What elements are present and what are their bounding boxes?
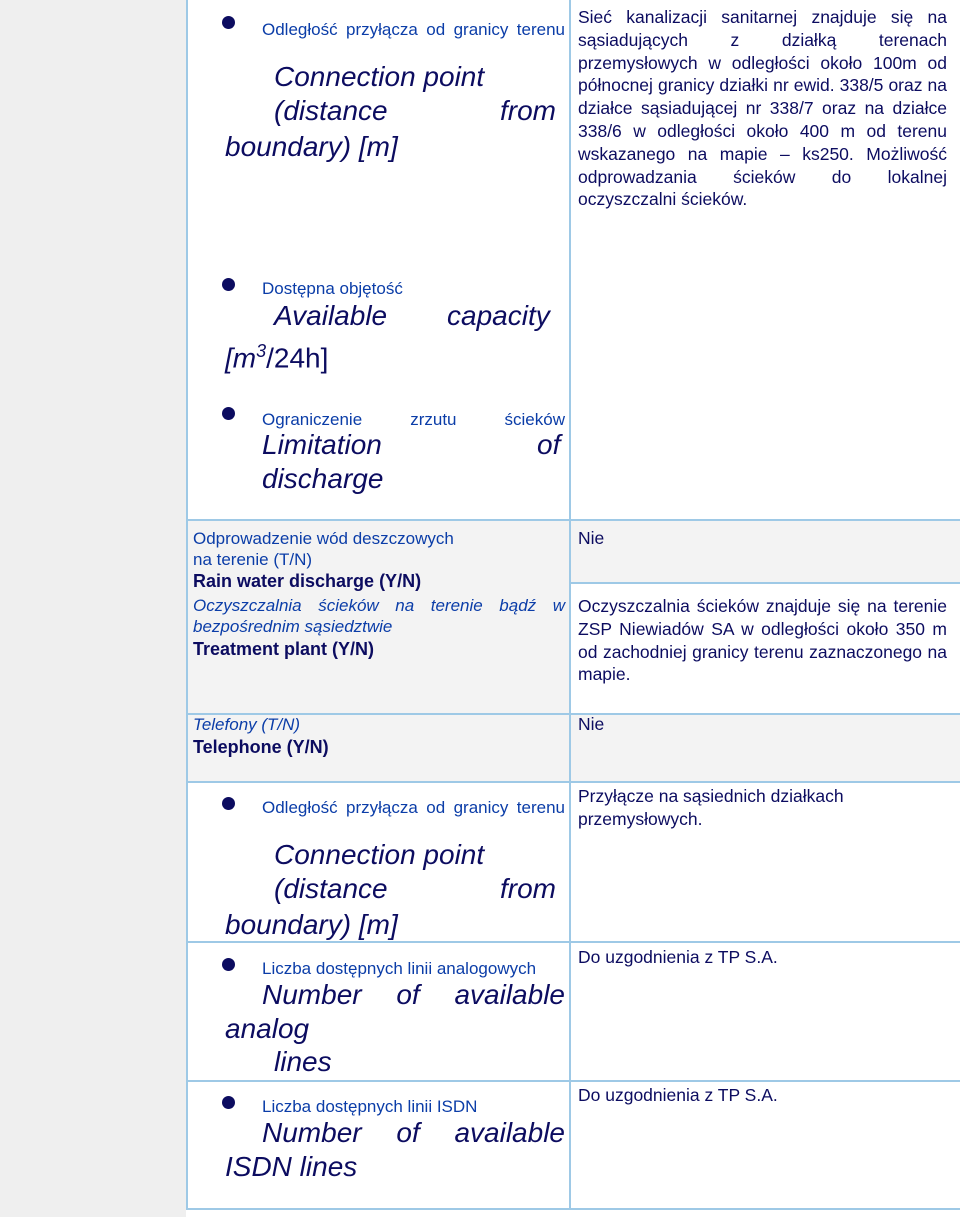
connection-point-2-label-en: from <box>500 873 556 904</box>
table-border-left <box>186 0 188 1210</box>
treatment-plant-label-en: Treatment plant (Y/N) <box>193 639 375 659</box>
available-capacity-label-en: Available <box>274 300 388 331</box>
connection-point-2-label-en: (distance <box>274 873 388 904</box>
isdn-lines-label-pl: Liczba dostępnych linii ISDN <box>262 1097 478 1116</box>
left-margin-column <box>0 0 186 1217</box>
row-divider <box>571 582 960 584</box>
isdn-lines-value: Do uzgodnienia z TP S.A. <box>578 1085 778 1105</box>
bullet-icon <box>222 16 235 29</box>
bullet-icon <box>222 407 235 420</box>
connection-point-label-en: (distance <box>274 95 388 126</box>
telephone-label-en: Telephone (Y/N) <box>193 737 329 757</box>
row-divider <box>186 1080 960 1082</box>
available-capacity-label-en: capacity <box>447 300 550 331</box>
bullet-icon <box>222 797 235 810</box>
isdn-lines-label-en: ISDN lines <box>225 1151 358 1182</box>
connection-point-2-label-en: Connection point <box>274 839 485 870</box>
limitation-label-en: Limitation <box>262 429 382 460</box>
analog-lines-label-en: analog <box>225 1013 310 1044</box>
rain-water-label-pl: na terenie (T/N) <box>193 550 313 569</box>
available-capacity-unit <box>225 334 328 375</box>
available-capacity-label-pl: Dostępna objętość <box>262 279 403 298</box>
row-divider <box>186 713 960 715</box>
row-divider <box>186 781 960 783</box>
analog-lines-label-en: lines <box>274 1046 332 1077</box>
unit-prefix: [m <box>225 342 257 374</box>
treatment-plant-label-pl: Oczyszczalnia ścieków na terenie bądź w bezpośrednim sąsiedztwie <box>193 596 565 636</box>
telephone-label-pl: Telefony (T/N) <box>193 715 301 734</box>
connection-point-label-en: from <box>500 95 556 126</box>
analog-lines-value: Do uzgodnienia z TP S.A. <box>578 947 778 967</box>
unit-superscript: 3 <box>256 341 267 361</box>
telephone-value: Nie <box>578 714 605 734</box>
limitation-label-pl: Ograniczenie zrzutu ścieków <box>262 410 565 429</box>
rain-water-label-pl: Odprowadzenie wód deszczowych <box>193 529 454 548</box>
unit-suffix: /24h] <box>266 342 329 374</box>
analog-lines-label-pl: Liczba dostępnych linii analogowych <box>262 959 537 978</box>
isdn-lines-label-en: Number of available <box>262 1117 565 1148</box>
limitation-label-en: discharge <box>262 463 384 494</box>
rain-water-value: Nie <box>578 528 605 548</box>
row-divider <box>186 519 960 521</box>
treatment-plant-value: Oczyszczalnia ścieków znajduje się na terenie ZSP Niewiadów SA w odległości około 350 m od zachodniej granicy terenu zaznaczonego na mapie. <box>578 596 947 685</box>
telephone-value-cell <box>571 715 960 781</box>
connection-point-value: Sieć kanalizacji sanitarnej znajduje się na sąsiadujących z działką terenach przemysłowych w odległości około 100m od północnej granicy działki nr ewid. 338/5 oraz na działce sąsiadującej nr 338/7 oraz na działce 338/6 w odległości około 400 m od terenu wskazanego na mapie – ks250. Możliwość odprowadzania ścieków do lokalnej oczyszczalni ścieków. <box>578 7 947 210</box>
table-border-bottom <box>186 1208 960 1210</box>
connection-point-2-value: Przyłącze na sąsiednich działkach przemysłowych. <box>578 786 844 829</box>
connection-point-label-en: Connection point <box>274 61 485 92</box>
limitation-label-en: of <box>537 429 561 460</box>
rain-water-value-cell <box>571 521 960 582</box>
rain-water-label-en: Rain water discharge (Y/N) <box>193 571 422 591</box>
connection-point-label-pl: Odległość przyłącza od granicy terenu <box>262 20 565 39</box>
connection-point-2-label-en: boundary) [m] <box>225 909 398 940</box>
connection-point-2-label-pl: Odległość przyłącza od granicy terenu <box>262 798 565 817</box>
table-border-middle <box>569 0 571 1210</box>
bullet-icon <box>222 278 235 291</box>
bullet-icon <box>222 958 235 971</box>
connection-point-label-en: boundary) [m] <box>225 131 398 162</box>
bullet-icon <box>222 1096 235 1109</box>
analog-lines-label-en: Number of available <box>262 979 565 1010</box>
